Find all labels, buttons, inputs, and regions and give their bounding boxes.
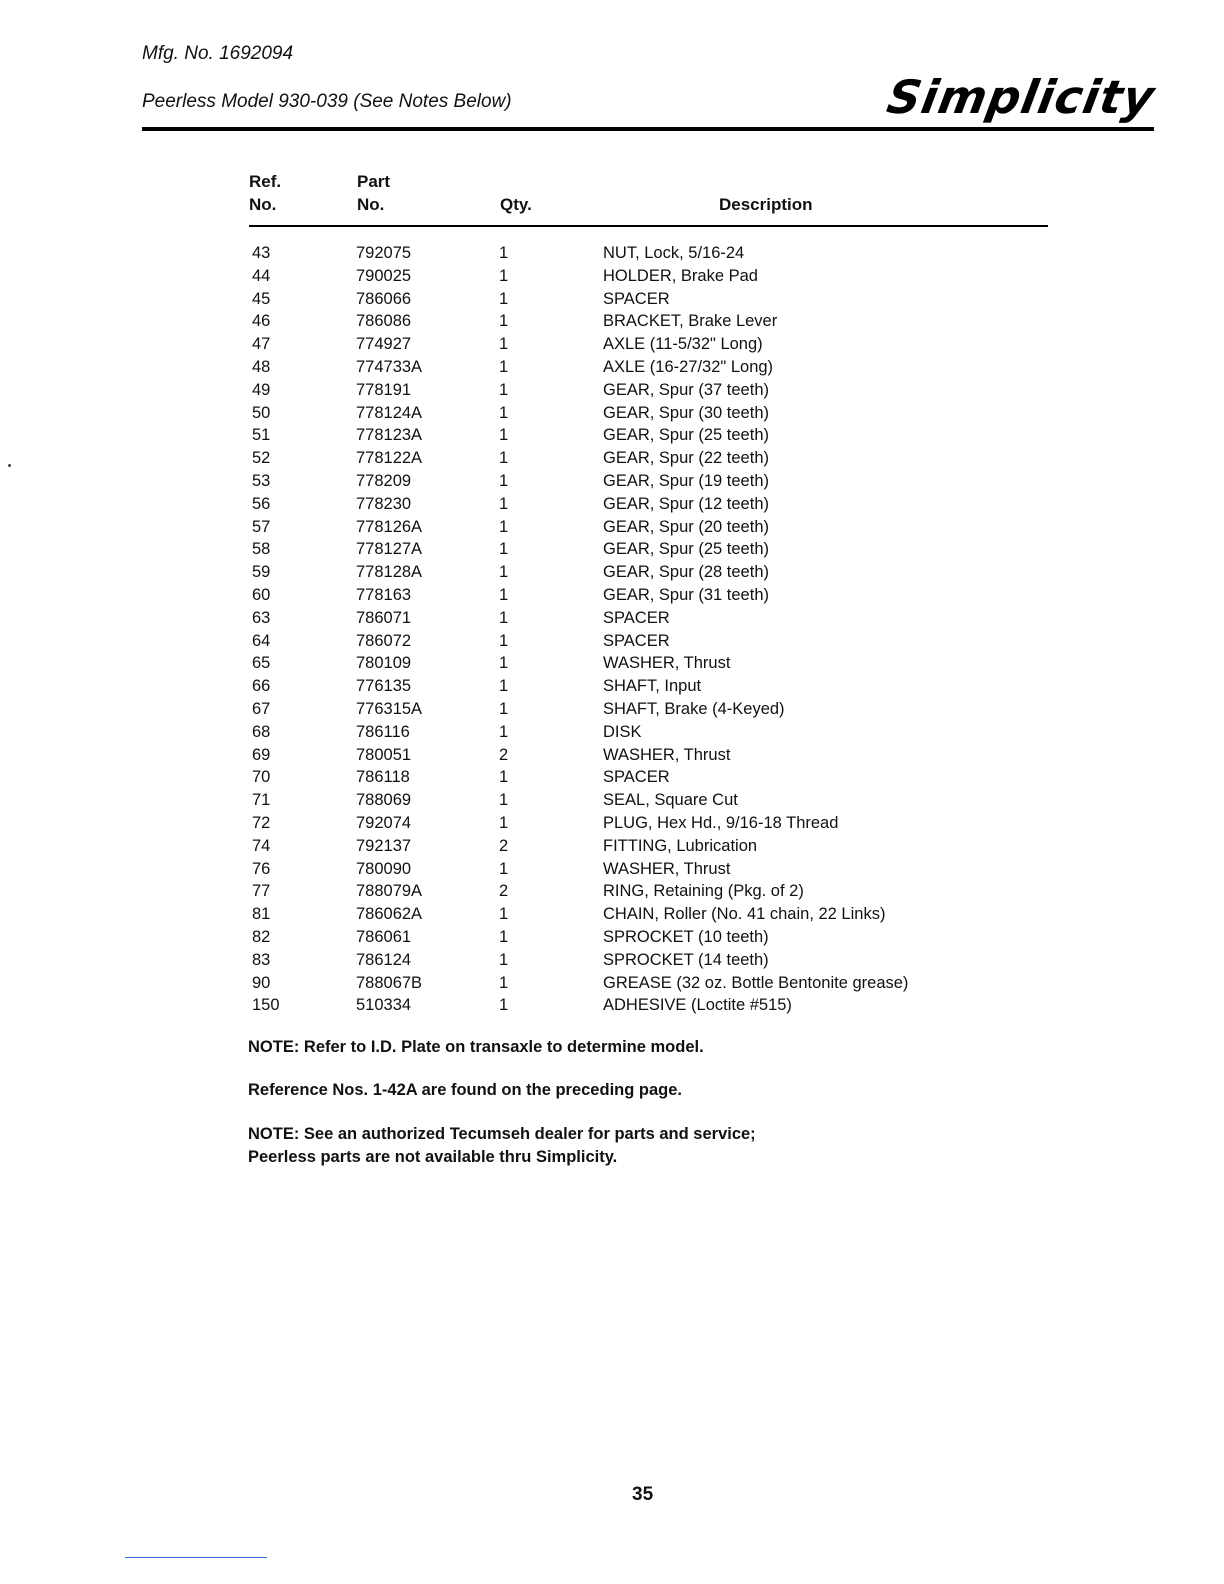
part-no-cell: 786124: [356, 950, 412, 969]
qty-cell: 1: [499, 403, 509, 422]
part-no-cell: 788079A: [356, 882, 423, 901]
qty-cell: 1: [499, 380, 509, 399]
table-row: [0, 858, 1224, 881]
ref-no-cell: 51: [252, 426, 271, 445]
description-cell: GEAR, Spur (12 teeth): [603, 494, 769, 513]
qty-cell: 1: [499, 585, 509, 604]
page-number: 35: [632, 1484, 654, 1505]
qty-cell: 2: [499, 836, 509, 855]
description-cell: BRACKET, Brake Lever: [603, 312, 778, 331]
part-no-cell: 786116: [356, 722, 410, 741]
table-row: [0, 744, 1224, 767]
table-row: [0, 402, 1224, 425]
table-row: [0, 789, 1224, 812]
description-cell: SPACER: [603, 631, 670, 650]
description-cell: DISK: [603, 722, 642, 741]
header-part-no: [357, 170, 390, 216]
brand-logo: Simplicity: [882, 70, 1159, 124]
table-row: [0, 994, 1224, 1017]
table-header-rule: [249, 225, 1048, 227]
qty-cell: 1: [499, 266, 509, 285]
part-no-cell: 792075: [356, 244, 412, 262]
header-part-line2: No.: [357, 195, 385, 214]
description-cell: GEAR, Spur (25 teeth): [603, 540, 769, 559]
ref-no-cell: 43: [252, 244, 271, 262]
table-row: [0, 584, 1224, 607]
qty-cell: 1: [499, 813, 509, 832]
part-no-cell: 776135: [356, 677, 412, 696]
qty-cell: 1: [499, 312, 509, 331]
part-no-cell: 778230: [356, 494, 412, 513]
qty-cell: 2: [499, 882, 509, 901]
part-no-cell: 778126A: [356, 517, 423, 536]
table-row: [0, 561, 1224, 584]
ref-no-cell: 76: [252, 859, 271, 878]
scan-speck: [8, 464, 11, 467]
description-cell: GEAR, Spur (31 teeth): [603, 585, 769, 604]
description-cell: ADHESIVE (Loctite #515): [603, 996, 792, 1015]
table-row: [0, 721, 1224, 744]
note-tecumseh-dealer: NOTE: See an authorized Tecumseh dealer for parts and service; Peerless parts are not available thru Simplicity.: [248, 1125, 756, 1166]
description-cell: GEAR, Spur (20 teeth): [603, 517, 769, 536]
qty-cell: 1: [499, 791, 509, 810]
table-row: [0, 812, 1224, 835]
table-row: [0, 835, 1224, 858]
header-ref-line2: No.: [249, 195, 277, 214]
part-no-cell: 778128A: [356, 563, 423, 582]
qty-cell: 1: [499, 654, 509, 673]
ref-no-cell: 64: [252, 631, 271, 650]
description-cell: SPACER: [603, 608, 670, 627]
table-row: [0, 698, 1224, 721]
table-row: [0, 516, 1224, 539]
table-row: [0, 607, 1224, 630]
description-cell: WASHER, Thrust: [603, 654, 731, 673]
description-cell: AXLE (16-27/32" Long): [603, 357, 774, 376]
ref-no-cell: 63: [252, 608, 271, 627]
table-row: [0, 242, 1224, 265]
description-cell: GEAR, Spur (22 teeth): [603, 449, 769, 468]
part-no-cell: 792137: [356, 836, 412, 855]
qty-cell: 1: [499, 426, 509, 445]
description-cell: SPROCKET (10 teeth): [603, 927, 769, 946]
ref-no-cell: 47: [252, 335, 271, 354]
part-no-cell: 774927: [356, 335, 412, 354]
qty-cell: 1: [499, 608, 509, 627]
qty-cell: 1: [499, 859, 509, 878]
qty-cell: 1: [499, 540, 509, 559]
part-no-cell: 778122A: [356, 449, 423, 468]
table-row: [0, 972, 1224, 995]
ref-no-cell: 90: [252, 973, 271, 992]
qty-cell: 1: [499, 905, 509, 924]
ref-no-cell: 46: [252, 312, 271, 331]
header-rule: [142, 127, 1154, 131]
header-description: Description: [719, 195, 813, 214]
table-row: [0, 265, 1224, 288]
table-row: [0, 630, 1224, 653]
ref-no-cell: 56: [252, 494, 271, 513]
note-reference-nos: Reference Nos. 1-42A are found on the preceding page.: [248, 1081, 682, 1099]
ref-no-cell: 82: [252, 927, 271, 946]
table-row: [0, 493, 1224, 516]
part-no-cell: 786061: [356, 927, 412, 946]
ref-no-cell: 58: [252, 540, 271, 559]
qty-cell: 1: [499, 244, 509, 262]
ref-no-cell: 53: [252, 471, 271, 490]
part-no-cell: 786086: [356, 312, 412, 331]
part-no-cell: 786071: [356, 608, 412, 627]
part-no-cell: 786118: [356, 768, 410, 787]
ref-no-cell: 66: [252, 677, 271, 696]
table-row: [0, 652, 1224, 675]
ref-no-cell: 70: [252, 768, 271, 787]
description-cell: GEAR, Spur (30 teeth): [603, 403, 769, 422]
description-cell: SHAFT, Input: [603, 677, 702, 696]
ref-no-cell: 74: [252, 836, 271, 855]
qty-cell: 1: [499, 494, 509, 513]
ref-no-cell: 72: [252, 813, 271, 832]
table-row: [0, 675, 1224, 698]
ref-no-cell: 45: [252, 289, 271, 308]
ref-no-cell: 49: [252, 380, 271, 399]
part-no-cell: 778209: [356, 471, 412, 490]
qty-cell: 1: [499, 699, 509, 718]
ref-no-cell: 77: [252, 882, 271, 901]
header-ref-line1: Ref.: [249, 172, 282, 191]
qty-cell: 1: [499, 357, 509, 376]
description-cell: SPACER: [603, 289, 670, 308]
table-row: [0, 310, 1224, 333]
table-row: [0, 470, 1224, 493]
part-no-cell: 778124A: [356, 403, 423, 422]
header-qty: Qty.: [500, 195, 532, 214]
part-no-cell: 786066: [356, 289, 412, 308]
qty-cell: 1: [499, 563, 509, 582]
table-row: [0, 903, 1224, 926]
description-cell: WASHER, Thrust: [603, 745, 731, 764]
description-cell: HOLDER, Brake Pad: [603, 266, 758, 285]
part-no-cell: 778127A: [356, 540, 423, 559]
table-row: [0, 424, 1224, 447]
description-cell: GEAR, Spur (19 teeth): [603, 471, 769, 490]
description-cell: NUT, Lock, 5/16-24: [603, 244, 745, 262]
model-line: Peerless Model 930-039 (See Notes Below): [142, 91, 512, 112]
part-no-cell: 778191: [356, 380, 412, 399]
table-row: [0, 288, 1224, 311]
part-no-cell: 792074: [356, 813, 412, 832]
ref-no-cell: 69: [252, 745, 271, 764]
ref-no-cell: 59: [252, 563, 271, 582]
qty-cell: 1: [499, 449, 509, 468]
table-row: [0, 926, 1224, 949]
description-cell: SEAL, Square Cut: [603, 791, 738, 810]
description-cell: GREASE (32 oz. Bottle Bentonite grease): [603, 973, 909, 992]
ref-no-cell: 83: [252, 950, 271, 969]
ref-no-cell: 44: [252, 266, 271, 285]
ref-no-cell: 81: [252, 905, 271, 924]
ref-no-cell: 68: [252, 722, 271, 741]
ref-no-cell: 71: [252, 791, 271, 810]
description-cell: SPROCKET (14 teeth): [603, 950, 769, 969]
ref-no-cell: 67: [252, 699, 271, 718]
description-cell: RING, Retaining (Pkg. of 2): [603, 882, 804, 901]
part-no-cell: 778123A: [356, 426, 423, 445]
qty-cell: 1: [499, 677, 509, 696]
qty-cell: 1: [499, 722, 509, 741]
table-row: [0, 356, 1224, 379]
description-cell: PLUG, Hex Hd., 9/16-18 Thread: [603, 813, 839, 832]
qty-cell: 1: [499, 631, 509, 650]
description-cell: SHAFT, Brake (4-Keyed): [603, 699, 785, 718]
part-no-cell: 790025: [356, 266, 412, 285]
qty-cell: 1: [499, 335, 509, 354]
table-row: [0, 333, 1224, 356]
table-row: [0, 447, 1224, 470]
description-cell: WASHER, Thrust: [603, 859, 731, 878]
description-cell: FITTING, Lubrication: [603, 836, 758, 855]
qty-cell: 2: [499, 745, 509, 764]
description-cell: GEAR, Spur (37 teeth): [603, 380, 769, 399]
description-cell: AXLE (11-5/32" Long): [603, 335, 763, 354]
part-no-cell: 780109: [356, 654, 412, 673]
qty-cell: 1: [499, 471, 509, 490]
table-row: [0, 538, 1224, 561]
part-no-cell: 776315A: [356, 699, 423, 718]
part-no-cell: 780090: [356, 859, 412, 878]
description-cell: GEAR, Spur (25 teeth): [603, 426, 769, 445]
table-row: [0, 379, 1224, 402]
ref-no-cell: 65: [252, 654, 271, 673]
header-ref-no: [249, 170, 281, 216]
ref-no-cell: 60: [252, 585, 271, 604]
ref-no-cell: 57: [252, 517, 271, 536]
part-no-cell: 510334: [356, 996, 412, 1015]
qty-cell: 1: [499, 927, 509, 946]
description-cell: SPACER: [603, 768, 670, 787]
table-row: [0, 949, 1224, 972]
description-cell: CHAIN, Roller (No. 41 chain, 22 Links): [603, 905, 886, 924]
qty-cell: 1: [499, 996, 509, 1015]
description-cell: GEAR, Spur (28 teeth): [603, 563, 769, 582]
part-no-cell: 774733A: [356, 357, 423, 376]
parts-table: [0, 242, 1224, 1017]
ref-no-cell: 48: [252, 357, 271, 376]
part-no-cell: 788067B: [356, 973, 423, 992]
part-no-cell: 780051: [356, 745, 412, 764]
note-id-plate: NOTE: Refer to I.D. Plate on transaxle to determine model.: [248, 1038, 704, 1056]
part-no-cell: 786072: [356, 631, 412, 650]
qty-cell: 1: [499, 950, 509, 969]
ref-no-cell: 52: [252, 449, 271, 468]
qty-cell: 1: [499, 973, 509, 992]
part-no-cell: 778163: [356, 585, 412, 604]
part-no-cell: 786062A: [356, 905, 423, 924]
table-row: [0, 766, 1224, 789]
ref-no-cell: 50: [252, 403, 271, 422]
ref-no-cell: 150: [252, 996, 280, 1015]
part-no-cell: 788069: [356, 791, 412, 810]
mfg-number: Mfg. No. 1692094: [142, 43, 294, 64]
qty-cell: 1: [499, 517, 509, 536]
table-row: [0, 880, 1224, 903]
qty-cell: 1: [499, 289, 509, 308]
header-part-line1: Part: [357, 172, 391, 191]
bottom-link-line: [125, 1557, 267, 1558]
qty-cell: 1: [499, 768, 509, 787]
